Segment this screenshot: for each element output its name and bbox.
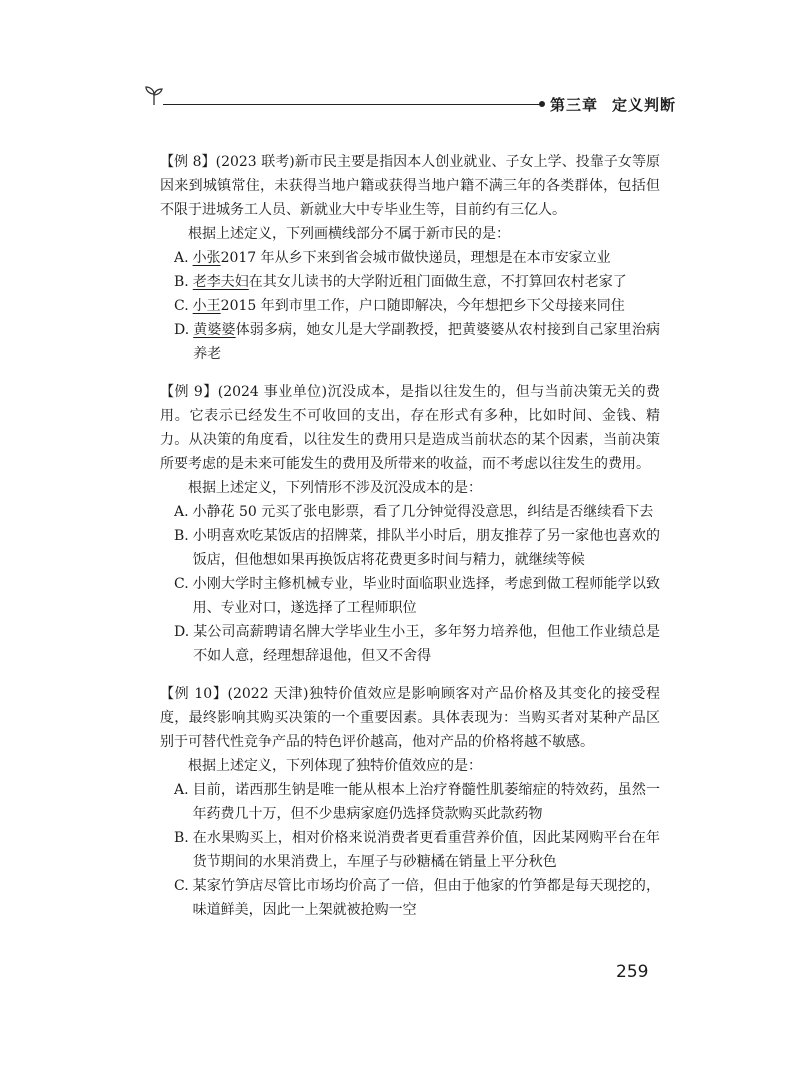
option-letter: D.: [174, 624, 190, 640]
example-question: 根据上述定义，下列情形不涉及沉没成本的是：: [188, 480, 482, 496]
example-body: 新市民主要是指因本人创业就业、子女上学、投靠子女等原因来到城镇常住，未获得当地户籍或获得当地户籍不满三年的各类群体，包括但不限于进城务工人员、新就业大中专毕业生等，目前约有三亿人。: [160, 154, 661, 218]
option-underlined: 小张: [192, 250, 221, 266]
example-body: 独特价值效应是影响顾客对产品价格及其变化的接受程度，最终影响其购买决策的一个重要因素。具体表现为：当购买者对某种产品区别于可替代性竞争产品的特色评价越高，他对产品的价格将越不敏感。: [160, 686, 661, 750]
example-question: 根据上述定义，下列画横线部分不属于新市民的是：: [188, 226, 510, 242]
option-text: 体弱多病，她女儿是大学副教授，把黄婆婆从农村接到自己家里治病养老: [193, 322, 661, 362]
option-letter: D.: [174, 322, 190, 338]
option-underlined: 老李夫妇: [192, 274, 249, 290]
option-underlined: 黄婆婆: [193, 322, 236, 338]
option-text: 某公司高薪聘请名牌大学毕业生小王，多年努力培养他，但他工作业绩总是不如人意，经理想辞退他，但又不舍得: [193, 624, 660, 664]
page-header: [0, 0, 800, 120]
option-text: 小明喜欢吃某饭店的招牌菜，排队半小时后，朋友推荐了另一家他也喜欢的饭店，但他想如果再换饭店将花费更多时间与精力，就继续等候: [192, 528, 660, 568]
example-question: 根据上述定义，下列体现了独特价值效应的是：: [188, 758, 482, 774]
header-rule: [163, 104, 541, 105]
example-8: [160, 150, 660, 366]
option-text: 2017 年从乡下来到省会城市做快递员，理想是在本市安家立业: [220, 250, 611, 266]
option-a: [160, 246, 660, 270]
example-tag: 【例 10】: [160, 686, 228, 702]
option-letter: B.: [174, 830, 189, 846]
example-intro: [160, 150, 660, 222]
example-source: (2024 事业单位): [217, 384, 328, 400]
page-number: 259: [616, 962, 649, 982]
example-body: 沉没成本，是指以往发生的，但与当前决策无关的费用。它表示已经发生不可收回的支出，存在形式有多种，比如时间、金钱、精力。从决策的角度看，以往发生的费用只是造成当前状态的某个因素，当前决策所要考虑的是未来可能发生的费用及所带来的收益，而不考虑以往发生的费用。: [160, 384, 660, 472]
option-c: [160, 294, 660, 318]
option-b: [160, 524, 660, 572]
example-source: (2022 天津): [227, 686, 309, 702]
page-content: [160, 150, 660, 936]
option-letter: C.: [174, 576, 189, 592]
option-letter: A.: [174, 250, 189, 266]
option-text: 某家竹笋店尽管比市场均价高了一倍，但由于他家的竹笋都是每天现挖的，味道鲜美，因此一上架就被抢购一空: [192, 878, 660, 918]
option-b: [160, 270, 660, 294]
option-letter: A.: [174, 504, 189, 520]
option-c: [160, 874, 660, 922]
option-text: 小刚大学时主修机械专业，毕业时面临职业选择，考虑到做工程师能学以致用、专业对口，遂选择了工程师职位: [192, 576, 660, 616]
chapter-title: 定义判断: [612, 96, 677, 114]
option-text: 在水果购买上，相对价格来说消费者更看重营养价值，因此某网购平台在年货节期间的水果消费上，车厘子与砂糖橘在销量上平分秋色: [192, 830, 660, 870]
option-c: [160, 572, 660, 620]
chapter-heading: [550, 94, 676, 116]
option-text: 小静花 50 元买了张电影票，看了几分钟觉得没意思，纠结是否继续看下去: [192, 504, 654, 520]
example-10: [160, 682, 660, 922]
example-tag: 【例 9】: [160, 384, 218, 400]
example-intro: [160, 682, 660, 754]
option-underlined: 小王: [192, 298, 221, 314]
chapter-label: 第三章: [550, 96, 599, 114]
option-d: [160, 318, 660, 366]
option-letter: C.: [174, 298, 189, 314]
option-d: [160, 620, 660, 668]
option-letter: A.: [174, 782, 189, 798]
option-text: 2015 年到市里工作，户口随即解决，今年想把乡下父母接来同住: [220, 298, 625, 314]
option-letter: B.: [174, 528, 189, 544]
option-b: [160, 826, 660, 874]
example-source: (2023 联考): [215, 154, 295, 170]
option-text: 在其女儿读书的大学附近租门面做生意，不打算回农村老家了: [248, 274, 627, 290]
option-a: [160, 500, 660, 524]
option-letter: B.: [174, 274, 189, 290]
example-intro: [160, 380, 660, 476]
example-9: [160, 380, 660, 668]
option-text: 目前，诺西那生钠是唯一能从根本上治疗脊髓性肌萎缩症的特效药，虽然一年药费几十万，但不少患病家庭仍选择贷款购买此款药物: [192, 782, 660, 822]
option-a: [160, 778, 660, 826]
example-tag: 【例 8】: [160, 154, 216, 170]
option-letter: C.: [174, 878, 189, 894]
